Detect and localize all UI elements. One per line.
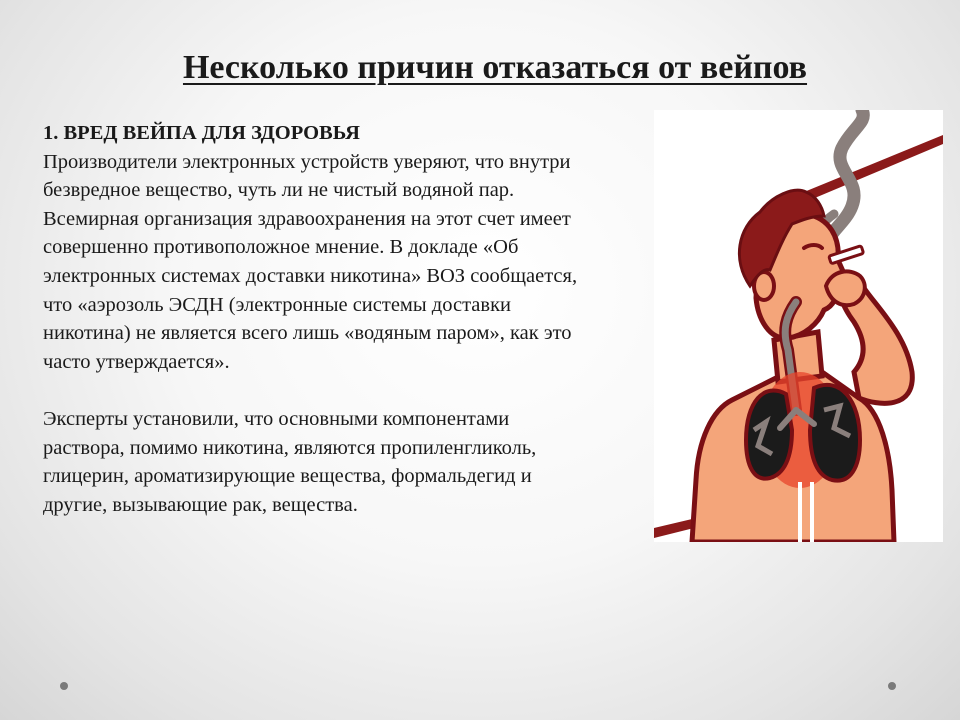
- smoker-lungs-illustration: [654, 110, 943, 542]
- slide-title-text: Несколько причин отказаться от вейпов: [182, 48, 808, 86]
- right-lung: [810, 385, 860, 481]
- bullet-dot-right: [888, 682, 896, 690]
- slide-title: [0, 49, 960, 87]
- hand: [826, 271, 865, 305]
- left-lung: [746, 391, 792, 479]
- paragraph-experts: Эксперты установили, что основными компонентами раствора, помимо никотина, являются пропиленгликоль, глицерин, ароматизирующие вещества, формальдегид и другие, вызывающие рак, вещества.: [43, 407, 537, 516]
- section-heading: 1. ВРЕД ВЕЙПА ДЛЯ ЗДОРОВЬЯ: [43, 122, 360, 144]
- content-text: [43, 119, 683, 529]
- background-stripe-top: [804, 135, 943, 200]
- paragraph-who-report: Производители электронных устройств уверяют, что внутри безвредное вещество, чуть ли не чистый водяной пар. Всемирная организация здравоохранения на этот счет имеет совершенно противоположное мнение. В докладе «Об электронных системах доставки никотина» ВОЗ сообщается, что «аэрозоль ЭСДН (электронные системы доставки никотина) не является всего лишь «водяным паром», как это часто утверждается».: [43, 150, 578, 373]
- smoker-lungs-drawing: [654, 110, 943, 542]
- bullet-dot-left: [60, 682, 68, 690]
